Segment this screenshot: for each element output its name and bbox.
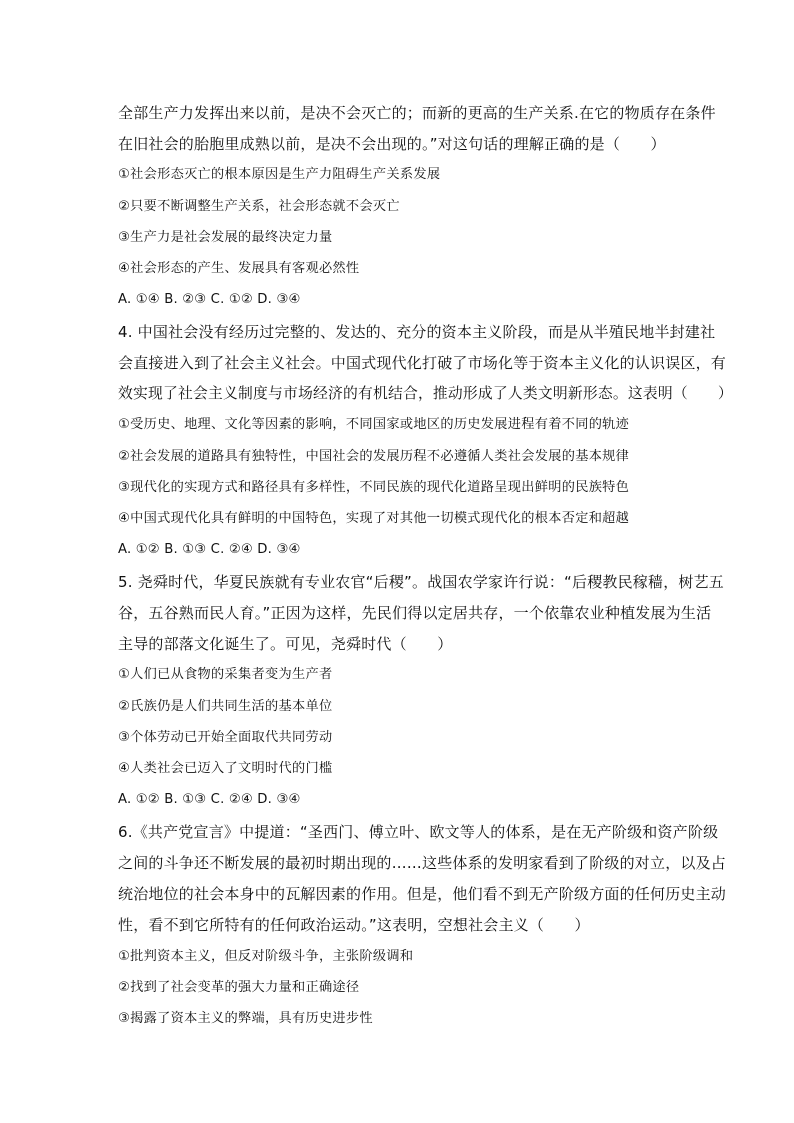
q6-option-1: ①批判资本主义，但反对阶级斗争，主张阶级调和 [118,949,414,964]
q3-option-4: ④社会形态的产生、发展具有客观必然性 [118,261,360,276]
q4-stem-line-1: 4. 中国社会没有经历过完整的、发达的、充分的资本主义阶段，而是从半殖民地半封建社 [118,323,716,341]
q3-answer-choices: A. ①④ B. ②③ C. ①② D. ③④ [118,292,301,307]
q3-option-1: ①社会形态灭亡的根本原因是生产力阻碍生产关系发展 [118,167,441,182]
q4-answer-choices: A. ①② B. ①③ C. ②④ D. ③④ [118,542,301,557]
q5-option-4: ④人类社会已迈入了文明时代的门槛 [118,761,333,776]
q5-answer-choices: A. ①② B. ①③ C. ②④ D. ③④ [118,792,301,807]
q6-stem-line-1: 6.《共产党宣言》中提道：“圣西门、傅立叶、欧文等人的体系，是在无产阶级和资产阶级 [118,823,719,841]
q4-option-4: ④中国式现代化具有鲜明的中国特色，实现了对其他一切模式现代化的根本否定和超越 [118,511,630,526]
q6-stem-line-2: 之间的斗争还不断发展的最初时期出现的……这些体系的发明家看到了阶级的对立，以及占 [118,854,727,872]
q5-stem-line-2: 谷，五谷熟而民人育。”正因为这样，先民们得以定居共存，一个依靠农业种植发展为生活 [118,604,712,622]
q5-option-1: ①人们已从食物的采集者变为生产者 [118,667,333,682]
q5-stem-line-3: 主导的部落文化诞生了。可见，尧舜时代（ ） [118,635,453,653]
q4-stem-line-3: 效实现了社会主义制度与市场经济的有机结合，推动形成了人类文明新形态。这表明（ ） [118,385,733,402]
q6-option-3: ③揭露了资本主义的弊端，具有历史进步性 [118,1011,373,1026]
q6-stem-line-4: 性，看不到它所特有的任何政治运动。”这表明，空想社会主义（ ） [118,916,590,934]
q5-option-3: ③个体劳动已开始全面取代共同劳动 [118,730,333,745]
q3-stem-line-2: 在旧社会的胎胞里成熟以前，是决不会出现的。”对这句话的理解正确的是（ ） [118,135,666,153]
q3-stem-line-1: 全部生产力发挥出来以前，是决不会灭亡的；而新的更高的生产关系.在它的物质存在条件 [118,104,716,122]
q4-stem-line-2: 会直接进入到了社会主义社会。中国式现代化打破了市场化等于资本主义化的认识误区，有 [118,354,727,372]
q6-option-2: ②找到了社会变革的强大力量和正确途径 [118,980,360,995]
q5-option-2: ②氏族仍是人们共同生活的基本单位 [118,699,333,714]
q4-option-3: ③现代化的实现方式和路径具有多样性，不同民族的现代化道路呈现出鲜明的民族特色 [118,480,630,495]
q3-option-2: ②只要不断调整生产关系，社会形态就不会灭亡 [118,199,400,214]
q5-stem-line-1: 5. 尧舜时代，华夏民族就有专业农官“后稷”。战国农学家许行说：“后稷教民稼穑，树艺五 [118,573,724,591]
q4-option-1: ①受历史、地理、文化等因素的影响，不同国家或地区的历史发展进程有着不同的轨迹 [118,417,630,432]
q4-option-2: ②社会发展的道路具有独特性，中国社会的发展历程不必遵循人类社会发展的基本规律 [118,449,630,464]
q3-option-3: ③生产力是社会发展的最终决定力量 [118,230,333,245]
q6-stem-line-3: 统治地位的社会本身中的瓦解因素的作用。但是，他们看不到无产阶级方面的任何历史主动 [118,885,727,903]
